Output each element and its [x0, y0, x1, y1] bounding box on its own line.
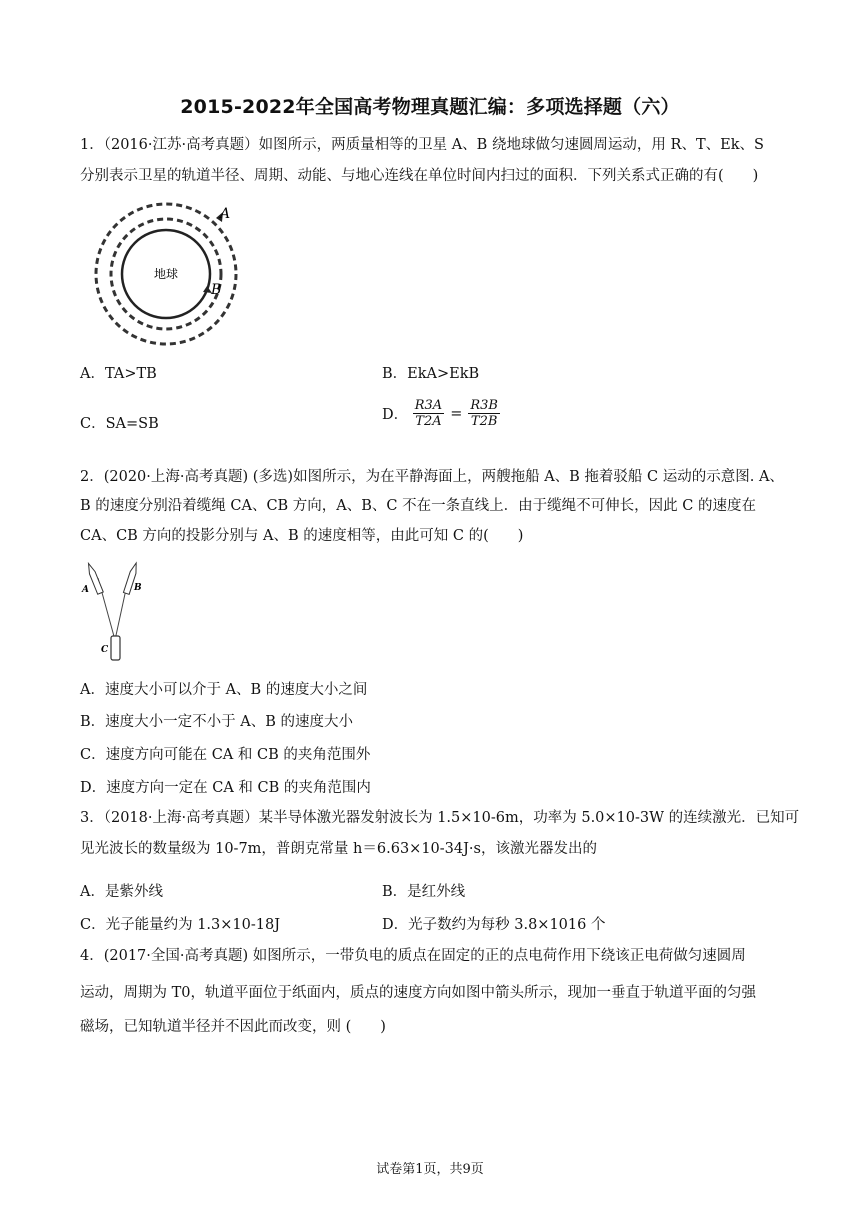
q1-option-d: D． $\frac{R3A}{T2A}$ = $\frac{R3B}{T2B}$: [382, 398, 498, 429]
page-footer: 试卷第1页，共9页: [376, 1162, 484, 1177]
question-4-line-1: 4．(2017·全国·高考真题) 如图所示，一带负电的质点在固定的正的点电荷作用下绕该正电荷做匀速圆周: [80, 948, 746, 964]
question-1-line-2: 分别表示卫星的轨道半径、周期、动能、与地心连线在单位时间内扫过的面积．下列关系式正确的有( ): [80, 168, 759, 184]
q3-option-d: D．光子数约为每秒 3.8×1016 个: [382, 917, 606, 933]
question-3-line-2: 见光波长的数量级为 10-7m，普朗克常量 h＝6.63×10-34J·s，该激光器发出的: [80, 841, 597, 857]
q1-option-a: A．TA>TB: [80, 366, 157, 382]
tugboat-figure: [78, 560, 158, 665]
barge-c: [111, 636, 120, 660]
q2-option-a: A．速度大小可以介于 A、B 的速度大小之间: [80, 682, 368, 698]
question-4-line-2: 运动，周期为 T0，轨道平面位于纸面内，质点的速度方向如图中箭头所示，现加一垂直于轨道平面的匀强: [80, 985, 757, 1001]
page-title: 2015-2022年全国高考物理真题汇编：多项选择题（六）: [180, 96, 680, 118]
q3-option-b: B．是红外线: [382, 884, 466, 900]
label-b: B: [134, 583, 142, 593]
satellite-a-label: A: [220, 206, 231, 222]
question-1-line-1: 1．（2016·江苏·高考真题）如图所示，两质量相等的卫星 A、B 绕地球做匀速圆周运动，用 R、T、Ek、S: [80, 137, 764, 153]
lhs-denominator: T2A: [415, 414, 442, 429]
satellite-b-label: B: [211, 282, 222, 298]
q2-option-c: C．速度方向可能在 CA 和 CB 的夹角范围外: [80, 747, 371, 763]
label-c: C: [101, 645, 109, 655]
q1-option-c: C．SA=SB: [80, 416, 159, 432]
satellite-orbit-figure: [88, 196, 248, 346]
q1-option-b: B．EkA>EkB: [382, 366, 480, 382]
q3-option-c: C．光子能量约为 1.3×10-18J: [80, 917, 281, 933]
question-2-line-2: B 的速度分别沿着缆绳 CA、CB 方向，A、B、C 不在一条直线上．由于缆绳不可伸长，因此 C 的速度在: [80, 498, 756, 514]
label-a: A: [82, 585, 89, 595]
lhs-numerator: R3A: [414, 398, 443, 413]
q2-option-b: B．速度大小一定不小于 A、B 的速度大小: [80, 714, 353, 730]
question-2-line-3: CA、CB 方向的投影分别与 A、B 的速度相等，由此可知 C 的( ): [80, 528, 524, 544]
question-3-line-1: 3．（2018·上海·高考真题）某半导体激光器发射波长为 1.5×10-6m，功率为 5.0×10-3W 的连续激光．已知可: [80, 810, 800, 826]
equals-sign: =: [450, 405, 463, 422]
question-2-line-1: 2．(2020·上海·高考真题) (多选)如图所示，为在平静海面上，两艘拖船 A、B 拖着驳船 C 运动的示意图. A、: [80, 469, 784, 485]
rhs-denominator: T2B: [470, 414, 498, 429]
rhs-numerator: R3B: [470, 398, 498, 413]
q2-option-d: D．速度方向一定在 CA 和 CB 的夹角范围内: [80, 780, 371, 796]
question-4-line-3: 磁场，已知轨道半径并不因此而改变，则 ( ): [80, 1019, 386, 1035]
q3-option-a: A．是紫外线: [80, 884, 163, 900]
earth-label: 地球: [153, 267, 179, 281]
